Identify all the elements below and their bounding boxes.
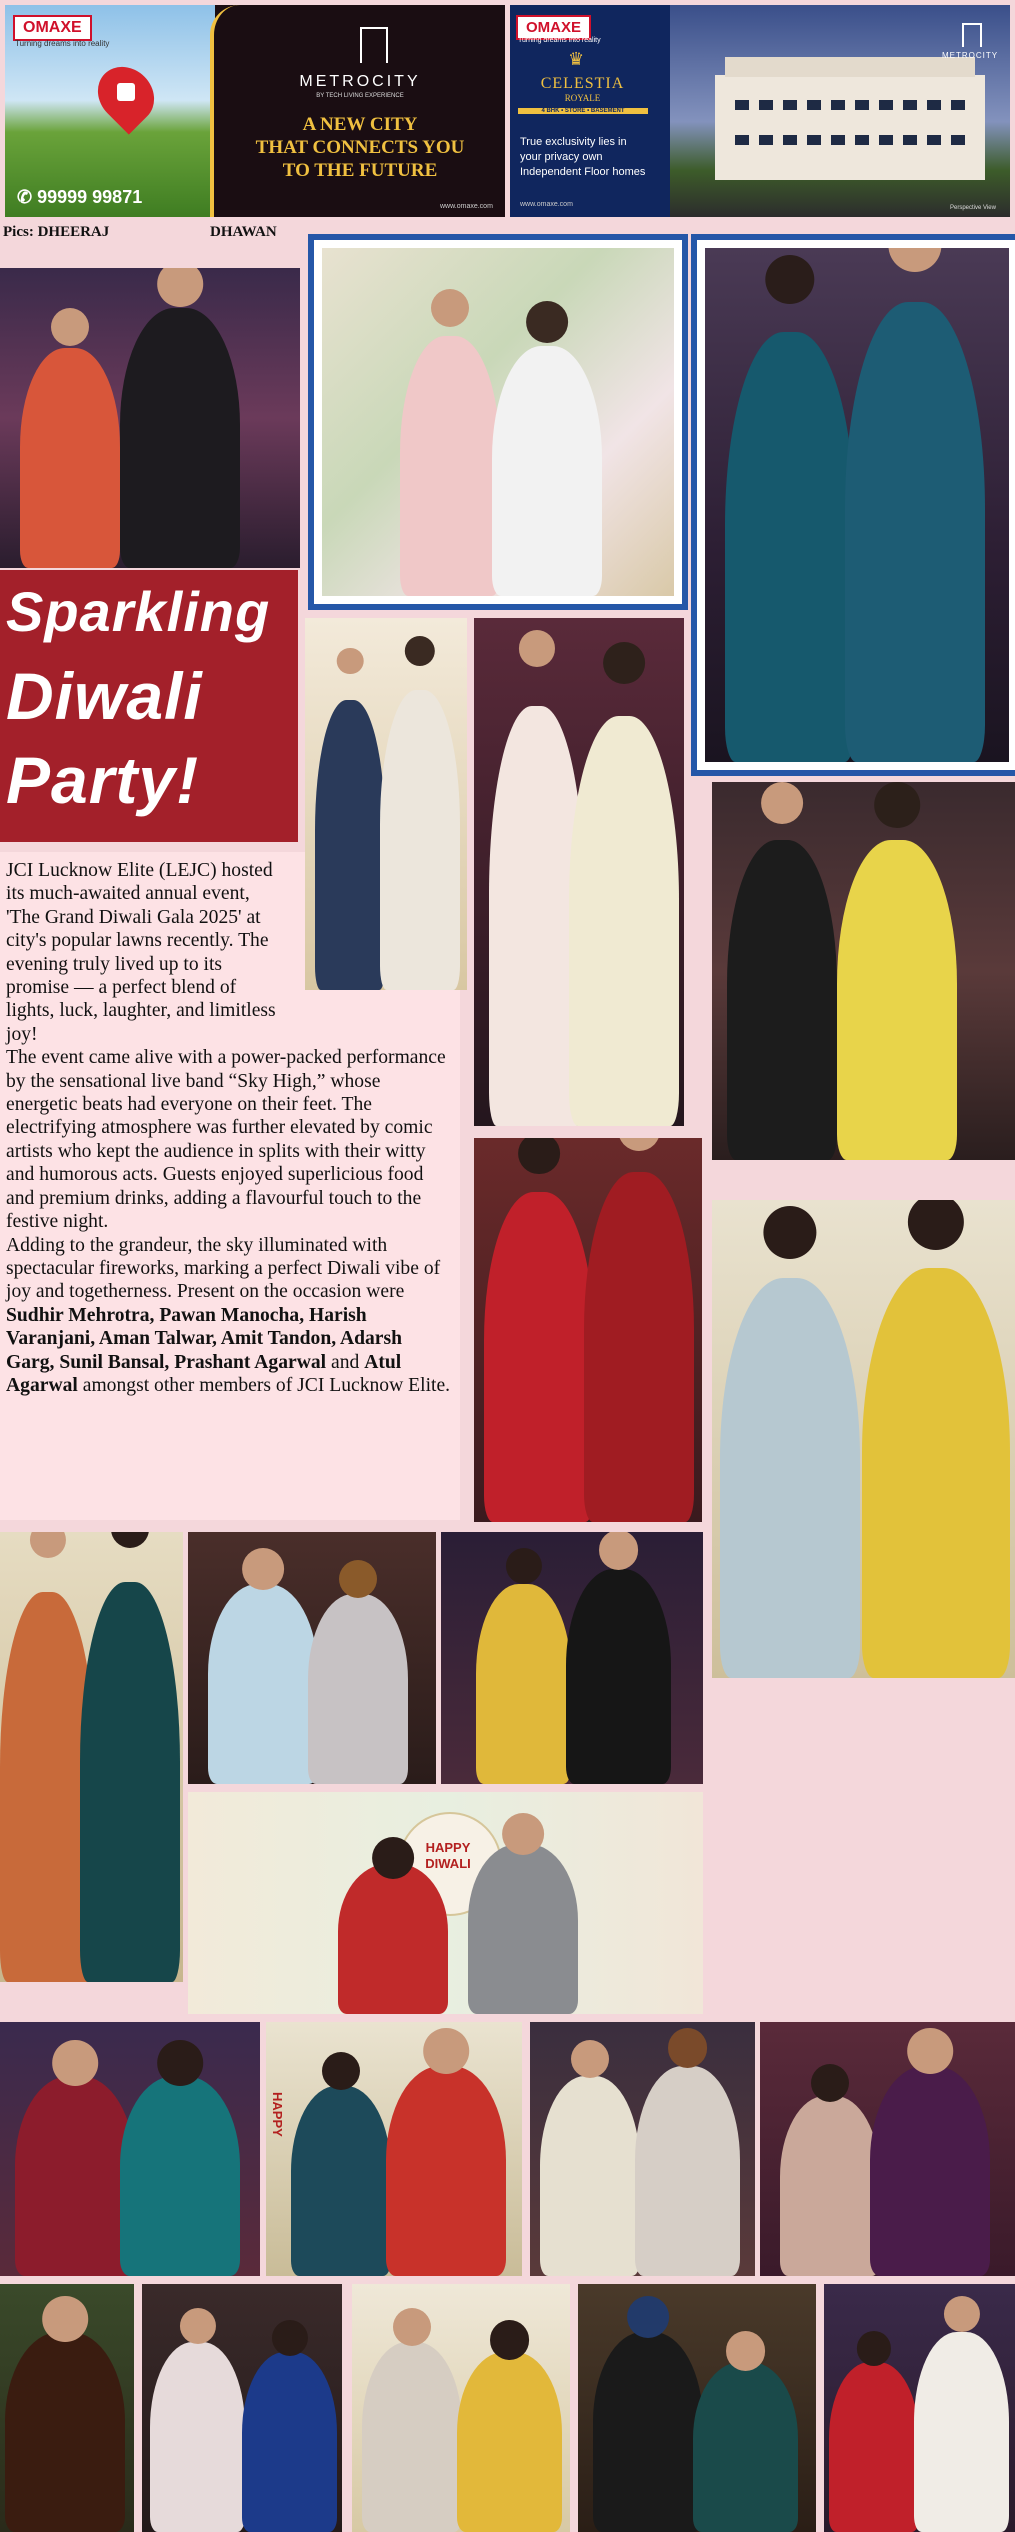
ad-product-tagline: BY TECH LIVING EXPERIENCE — [316, 93, 404, 99]
ad-note: Perspective View — [950, 205, 996, 211]
article-paragraph-2: The event came alive with a power-packed performance by the sensational live band “Sky High,” whose energetic beats had everyone on their feet. The electrifying atmosphere was further elevated by comic artists who kept the audience in splits with their witty and humorous acts. Guests enjoyed superlicious food and premium drinks, adding a flavourful touch to the festive night. — [6, 1047, 446, 1233]
phone-number: 99999 99871 — [37, 187, 143, 207]
ad-metrocity[interactable] — [5, 5, 505, 217]
photo-couple-7 — [474, 1138, 702, 1522]
title-line-2: Diwali — [6, 659, 203, 733]
ad-text-1: True exclusivity lies in — [520, 136, 627, 148]
article-paragraph-1: JCI Lucknow Elite (LEJC) hosted its much-awaited annual event, 'The Grand Diwali Gala 2025' at city's popular lawns recently. The evening truly lived up to its promise — a perfect blend of lights, luck, laughter, and limitless joy! — [6, 860, 276, 1045]
article-attendees: Sudhir Mehrotra, Pawan Manocha, Harish Varanjani, Aman Talwar, Amit Tandon, Adarsh Garg, Sunil Bansal, Prashant Agarwal — [6, 1304, 403, 1373]
photo-couple-12-happy-diwali — [188, 1792, 703, 2014]
omaxe-logo: OMAXE — [13, 15, 92, 41]
ad-product-name: CELESTIA — [540, 75, 625, 92]
photo-couple-3-framed — [697, 240, 1015, 770]
omaxe-tagline: Turning dreams into reality — [518, 37, 601, 44]
phone-icon: ✆ — [17, 187, 33, 207]
title-block — [0, 570, 298, 842]
article-p3-start: Adding to the grandeur, the sky illuminated with spectacular fireworks, marking a perfect Diwali vibe of joy and togetherness. Present on the occasion were — [6, 1234, 441, 1303]
ad-headline — [220, 113, 500, 182]
photo-couple-21 — [824, 2284, 1015, 2532]
crown-icon: ♛ — [568, 49, 585, 69]
photo-couple-16 — [760, 2022, 1015, 2276]
ad-headline-line-2: THAT CONNECTS YOU — [255, 137, 465, 158]
article-and: and — [326, 1351, 365, 1373]
ad-text-2: your privacy own — [520, 151, 603, 163]
credit-first-name: DHEERAJ — [37, 224, 110, 240]
article-paragraph-3 — [6, 1234, 454, 1398]
ad-product-sub: ROYALE — [564, 93, 601, 103]
ad-headline-line-3: TO THE FUTURE — [282, 160, 438, 181]
article-attendee-last: Atul Agarwal — [6, 1351, 402, 1396]
photo-credit — [3, 224, 303, 241]
omaxe-tagline: Turning dreams into reality — [15, 39, 110, 48]
photo-couple-11 — [441, 1532, 703, 1784]
photo-couple-13 — [0, 2022, 260, 2276]
article-p3-end: amongst other members of JCI Lucknow Elite. — [77, 1374, 451, 1396]
photo-couple-15 — [530, 2022, 755, 2276]
photo-couple-5 — [474, 618, 684, 1126]
metrocity-logo-icon — [962, 23, 982, 47]
ad-celestia-royale[interactable] — [510, 5, 1010, 217]
backdrop-text-happy: HAPPY — [425, 1840, 471, 1855]
photo-couple-4 — [305, 618, 467, 990]
backdrop-happy: HAPPY — [270, 2092, 285, 2137]
ad-website: www.omaxe.com — [520, 201, 573, 208]
omaxe-logo: OMAXE — [516, 15, 591, 40]
ad-phone — [17, 187, 142, 208]
photo-couple-1 — [0, 268, 300, 568]
photo-couple-18 — [142, 2284, 342, 2532]
photo-duo-8 — [712, 1200, 1015, 1678]
photo-couple-9 — [0, 1532, 183, 1982]
photo-person-17 — [0, 2284, 134, 2532]
photo-couple-14 — [266, 2022, 522, 2276]
credit-last-name: DHAWAN — [210, 224, 277, 240]
ad-product-name: METROCITY — [299, 73, 421, 90]
ad-body-text — [520, 135, 670, 180]
photo-couple-20 — [578, 2284, 816, 2532]
backdrop-text-diwali: DIWALI — [425, 1856, 471, 1871]
ad-website: www.omaxe.com — [440, 203, 493, 210]
credit-prefix: Pics: — [3, 224, 34, 240]
title-line-1: Sparkling — [6, 580, 271, 643]
building-shape — [715, 75, 985, 180]
photo-couple-6 — [712, 782, 1015, 1160]
metrocity-logo-icon — [360, 27, 388, 63]
house-icon — [117, 83, 135, 101]
ad-text-3: Independent Floor homes — [520, 166, 646, 178]
ad-logo-right: METROCITY — [941, 51, 999, 60]
title-line-3: Party! — [6, 743, 200, 817]
photo-couple-10 — [188, 1532, 436, 1784]
photo-couple-19 — [352, 2284, 570, 2532]
ad-headline-line-1: A NEW CITY — [302, 114, 418, 135]
photo-couple-2-framed — [314, 240, 682, 604]
ad-features: 4 BHK • STORE • BASEMENT — [518, 108, 648, 114]
